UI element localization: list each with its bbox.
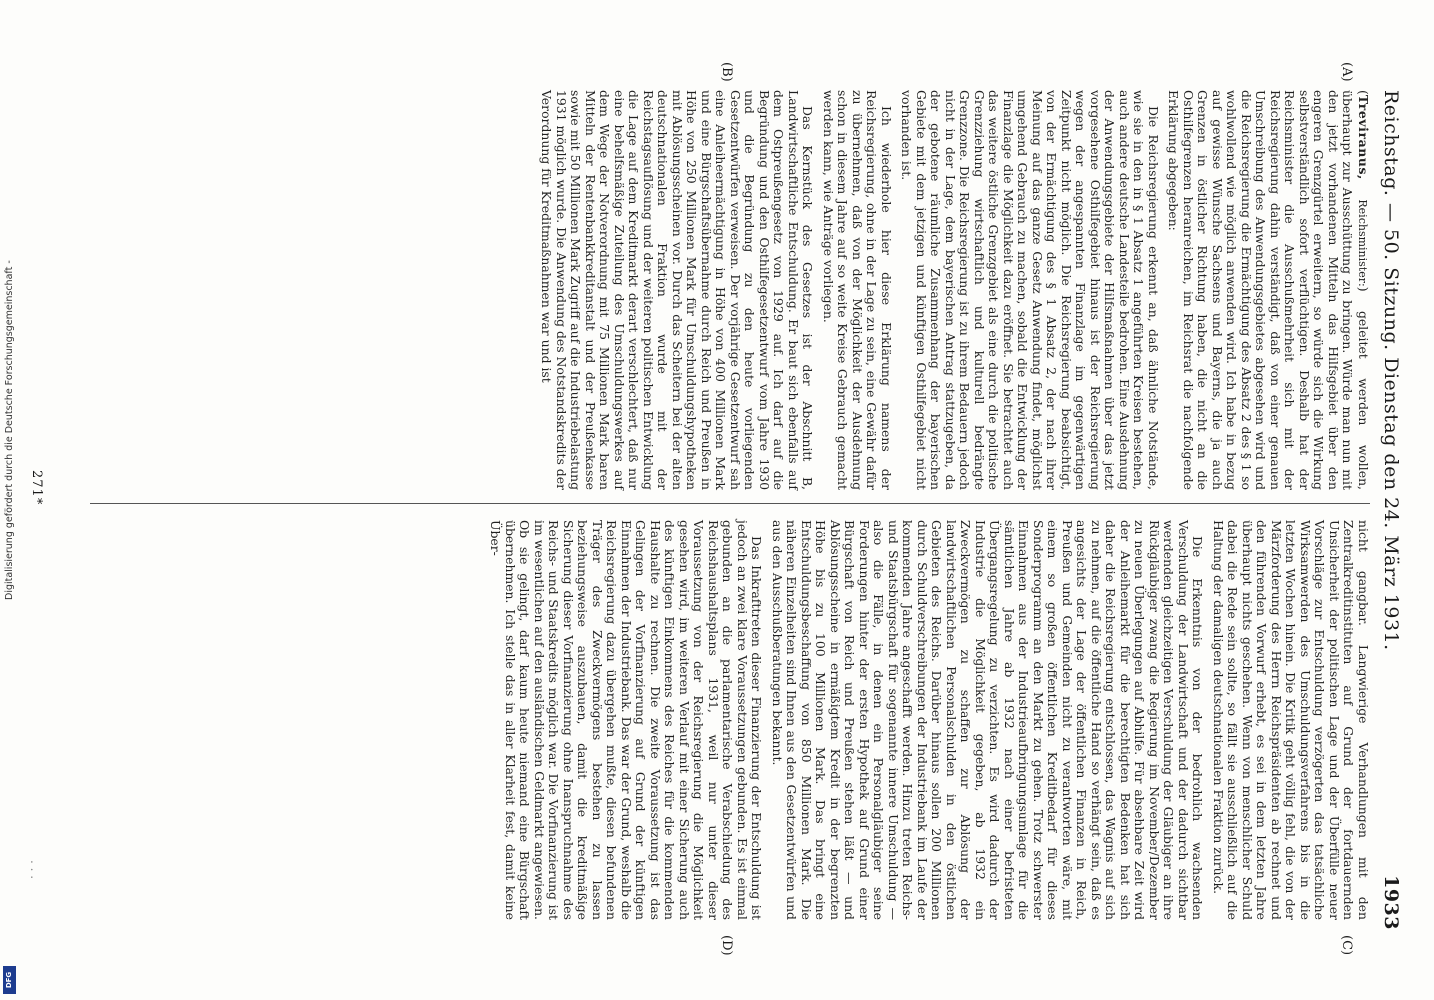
left-paragraph-1: (Treviranus, Reichsminister:) geleitet werden wollen, überhaupt zur Ausschüttung zu bringen. Würde man nun mit den jetzt vorhandenen Mitteln das Hilfsgebiet über den engeren Grenzgürtel erweitern, so würde sich die Wirkung selbstverständlich sofort verflüchtigen. Deshalb hat der Reichsminister die Ausschußmehrheit sich mit der Reichsregierung dahin verständigt, daß von einer genauen Umschreibung des Anwendungsgebietes abgesehen wird und die Reichsregierung die Ermächtigung des Absatz 2 des § 1 so wohlwollend wie möglich anwenden wird. Ich habe in bezug auf gewisse Wünsche Sachsens und Bayerns, die ja auch Grenzen in östlicher Richtung haben, die nicht an die Osthilfegrenzen heranreichen, im Reichsrat die nachfolgende Erklärung abgegeben: bbox=[1166, 90, 1371, 490]
speaker-role: Reichsminister: bbox=[1356, 199, 1369, 287]
right-paragraph-3: Das Inkrafttreten dieser Finanzierung der Entschuldung ist jedoch an zwei klare Voraussetzungen gebunden. Es ist einmal gebunden an die parlamentarische Verabschiedung des Reichshaushaltsplans 1931, weil nur unter dieser Voraussetzung von der Reichsregierung die Möglichkeit gesehen wird, im weiteren Verlauf mit einer Sicherung auch des künftigen Einkommens des Reiches für die kommenden Haushalte zu rechnen. Die zweite Voraussetzung ist das Gelingen der Vorfinanzierung auf Grund der künftigen Einnahmen der Industriebank. Das war der Grund, weshalb die Reichsregierung dazu übergehen mußte, diesen befundenen Träger des Zweckvermögens bestehen zu lassen beziehungsweise auszubauen, damit die kreditmäßige Sicherung dieser Vorfinanzierung ohne Inanspruchnahme des Reichs- und Staatskredits möglich war. Die Vorfinanzierung ist im wesentlichen auf den ausländischen Geldmarkt angewiesen. Ob sie gelingt, darf kaum heute niemand eine Bürgschaft übernehmen. Ich stelle das in aller Klarheit fest, damit keine Über- bbox=[488, 520, 765, 920]
margin-mark-a: (A) bbox=[1339, 62, 1354, 82]
footer-dots: . . . bbox=[28, 860, 42, 880]
margin-mark-d: (D) bbox=[719, 935, 734, 956]
signature-mark: 271* bbox=[29, 470, 44, 506]
running-title: Reichstag. — 50. Sitzung. Dienstag den 24. März 1931. bbox=[1380, 90, 1402, 651]
right-paragraph-1: nicht gangbar. Langwierige Verhandlungen mit den Zentralkreditinstituten auf Grund der fortdauernden Unsicherheit der politischen Lage und der Überfülle neuer Vorschläge zur Entschuldung verzögerten das tatsächliche Wirksamwerden des Umschuldungsverfahrens bis in die letzten Wochen hinein. Die Kritik geht völlig fehl, die von der Märzforderung des Herrn Reichspräsidenten ab rechnet und den führenden Vorwurf erhebt, es sei in dem letzten Jahre überhaupt nichts geschehen. Wenn von menschlicher Schuld dabei die Rede sein sollte, so fällt sie ausschließlich auf die Haltung der damaligen deutschnationalen Fraktion zurück. bbox=[1211, 520, 1371, 920]
dfg-logo bbox=[3, 966, 16, 994]
left-paragraph-3: Ich wiederhole hier diese Erklärung namens der Reichsregierung, ohne in der Lage zu sein, eine Gewähr dafür zu übernehmen, daß von der Möglichkeit der Ausdehnung schon in diesem Jahre auf so weite Kreise Gebrauch gemacht werden kann, wie Anträge vorliegen. bbox=[821, 90, 894, 490]
dfg-logo-label: DFG bbox=[5, 971, 14, 989]
right-column bbox=[80, 520, 1370, 920]
margin-mark-c: (C) bbox=[1339, 935, 1354, 956]
left-paragraph-1-text: geleitet werden wollen, überhaupt zur Ausschüttung zu bringen. Würde man nun mit den jetzt vorhandenen Mitteln das Hilfsgebiet über den engeren Grenzgürtel erweitern, so würde sich die Wirkung selbstverständlich sofort verflüchtigen. Deshalb hat der Reichsminister die Ausschußmehrheit sich mit der Reichsregierung dahin verständigt, daß von einer genauen Umschreibung des Anwendungsgebietes abgesehen wird und die Reichsregierung die Ermächtigung des Absatz 2 des § 1 so wohlwollend wie möglich anwenden wird. Ich habe in bezug auf gewisse Wünsche Sachsens und Bayerns, die ja auch Grenzen in östlicher Richtung haben, die nicht an die Osthilfegrenzen heranreichen, im Reichsrat die nachfolgende Erklärung abgegeben: bbox=[1166, 90, 1371, 490]
left-column bbox=[80, 90, 1370, 490]
left-paragraph-4: Das Kernstück des Gesetzes ist der Abschnitt B, Landwirtschaftliche Entschuldung. Er baut sich ebenfalls auf dem Ostpreußengesetz von 1929 auf. Ich darf auf die Begründung und den Osthilfegesetzentwurf vom Jahre 1930 und die Begründung zu den heute vorliegenden Gesetzentwürfen verweisen. Der vorjährige Gesetzentwurf sah eine Anleiheermächtigung in Höhe von 400 Millionen Mark und eine Bürgschaftsübernahme durch Reich und Preußen in Höhe von 250 Millionen Mark für Umschuldungshypotheken mit Ablösungsscheinen vor. Durch das Scheitern bei der alten deutschnationalen Fraktion wurde mit der Reichstagsauflösung und der weiteren politischen Entwicklung die Lage auf dem Kreditmarkt derart verschlechtert, daß nur eine behelfsmäßige Zuteilung des Umschuldungswerkes auf dem Wege der Notverordnung mit 75 Millionen Mark baren Mitteln der Rentenbankkreditanstalt und der Preußenkasse sowie mit 50 Millionen Mark Zugriff auf die Industriebelastung 1931 möglich wurde. Die Anwendung des Notstandskredits der Verordnung für Kreditmaßnahmen war und ist bbox=[539, 90, 816, 490]
column-divider bbox=[90, 503, 1370, 504]
page-header bbox=[1374, 90, 1404, 930]
digitization-credit: Digitalisierung gefördert durch die Deutsche Forschungsgemeinschaft - bbox=[4, 260, 15, 600]
page-number: 1933 bbox=[1380, 875, 1402, 930]
speaker-name: Treviranus, bbox=[1356, 94, 1371, 180]
left-paragraph-2: Die Reichsregierung erkennt an, daß ähnliche Notstände, wie sie in den in § 1 Absatz 1 angeführten Kreisen bestehen, auch andere deutsche Landesteile bedrohen. Eine Ausdehnung der Anwendungsgebiete der Hilfsmaßnahmen über das jetzt vorgesehene Osthilfegebiet hinaus ist der Reichsregierung wegen der angespannten Finanzlage im gegenwärtigen Zeitpunkt nicht möglich. Die Reichsregierung beabsichtigt, von der Ermächtigung des § 1 Absatz 2, der nach ihrer Meinung auf das ganze Gesetz Anwendung findet, möglichst umgehend Gebrauch zu machen, sobald die Entwicklung der Finanzlage die Möglichkeit dazu eröffnet. Sie betrachtet auch das weitere östliche Grenzgebiet als eine durch die politische Grenzziehung wirtschaftlich und kulturell bedrängte Grenzzone. Die Reichsregierung ist zu ihrem Bedauern jedoch nicht in der Lage, dem bayerischen Antrag stattzugeben, da der gebotene räumliche Zusammenhang der bayerischen Gebiete mit dem jetzigen und künftigen Osthilfegebiet nicht vorhanden ist. bbox=[899, 90, 1161, 490]
right-paragraph-2: Die Erkenntnis von der bedrohlich wachsenden Verschuldung der Landwirtschaft und der dadurch sichtbar werdenden gleichzeitigen Verschuldung der Gläubiger an ihre Rückgläubiger zwang die Regierung im November/Dezember zu neuen Überlegungen auf Abhilfe. Für absehbare Zeit wird der Anleihemarkt für die berechtigten Bedenken hat sich daher die Reichsregierung entschlossen, das Wagnis auf sich zu nehmen, auf die öffentliche Hand so verhängt sein, daß es angesichts der Lage der öffentlichen Finanzen in Reich, Preußen und Gemeinden nicht zu verantworten wäre, mit einem so großen öffentlichen Kreditbedarf für dieses Sonderprogramm an den Markt zu gehen. Trotz schwerster Einnahmen aus der Industrieaufbringungsumlage für die sämtlichen Jahre ab 1932 nach einer befristeten Übergangsregelung zu verzichten. Es wird dadurch der Industrie die Möglichkeit gegeben, ab 1932 ein Zweckvermögen zu schaffen zur Ablösung der landwirtschaftlichen Personalschulden in den östlichen Gebieten des Reichs. Darüber hinaus sollen 200 Millionen durch Schuldverschreibungen der Industriebank im Laufe der kommenden Jahre angeschafft werden. Hinzu treten Reichs- und Staatsbürgschaft für sogenannte innere Umschuldung — also die Fälle, in denen ein Personalgläubiger seine Forderungen hinter der ersten Hypothek auf Grund einer Bürgschaft von Reich und Preußen stehen läßt — und Ablösungsscheine in ermäßigtem Kredit in der begrenzten Höhe bis zu 100 Millionen Mark. Das bringt eine Entschuldungsbeschaffung von 850 Millionen Mark. Die näheren Einzelheiten sind Ihnen aus den Gesetzentwürfen und aus den Ausschußberatungen bekannt. bbox=[770, 520, 1206, 920]
margin-mark-b: (B) bbox=[719, 62, 734, 82]
